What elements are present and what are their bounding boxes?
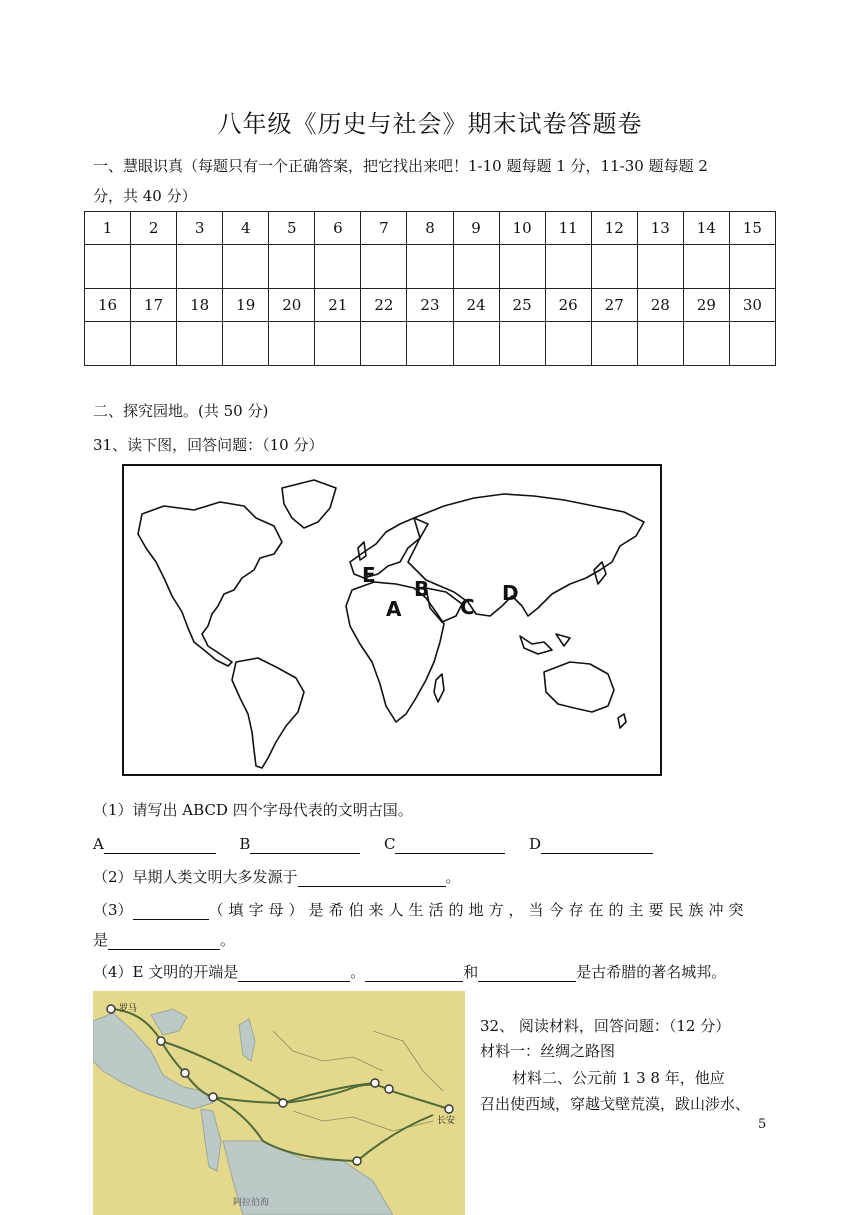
q31-sub4-blank-start[interactable] (238, 965, 350, 982)
answer-cell[interactable] (637, 245, 683, 289)
answer-blank-b[interactable] (250, 837, 360, 854)
answer-number-row-1 (85, 212, 776, 245)
answer-cell[interactable] (591, 245, 637, 289)
question-number-cell: 29 (683, 289, 729, 322)
answer-cell[interactable] (499, 322, 545, 366)
answer-blank-d[interactable] (541, 837, 653, 854)
answer-cell[interactable] (545, 245, 591, 289)
answer-cell[interactable] (223, 322, 269, 366)
q31-sub3-line2-prefix: 是 (93, 931, 109, 949)
question-number-cell: 18 (177, 289, 223, 322)
answer-cell[interactable] (315, 245, 361, 289)
answer-blank-row-2 (85, 322, 776, 366)
question-number-cell: 20 (269, 289, 315, 322)
answer-cell[interactable] (683, 322, 729, 366)
q31-sub2-blank[interactable] (298, 870, 446, 887)
answer-cell[interactable] (177, 322, 223, 366)
q31-sub4-mid1: 。 (350, 963, 366, 981)
question-number-cell: 3 (177, 212, 223, 245)
answer-cell[interactable] (315, 322, 361, 366)
question-number-cell: 24 (453, 289, 499, 322)
answer-cell[interactable] (453, 322, 499, 366)
q31-sub4 (93, 962, 726, 982)
answer-label-c: C (384, 835, 396, 853)
q31-sub2-suffix: 。 (445, 868, 461, 886)
question-number-cell: 21 (315, 289, 361, 322)
question-number-cell: 19 (223, 289, 269, 322)
answer-blank-c[interactable] (395, 837, 505, 854)
q31-sub4-suffix: 是古希腊的著名城邦。 (576, 963, 727, 981)
page-number: 5 (758, 1117, 767, 1132)
page-title: 八年级《历史与社会》期末试卷答题卷 (217, 110, 643, 138)
answer-cell[interactable] (729, 322, 775, 366)
question-number-cell: 7 (361, 212, 407, 245)
answer-cell[interactable] (407, 245, 453, 289)
question-number-cell: 6 (315, 212, 361, 245)
question-number-cell: 26 (545, 289, 591, 322)
silk-road-map-graphic (93, 991, 465, 1215)
question-number-cell: 8 (407, 212, 453, 245)
question-number-cell: 13 (637, 212, 683, 245)
answer-cell[interactable] (683, 245, 729, 289)
answer-cell[interactable] (269, 245, 315, 289)
question-number-cell: 11 (545, 212, 591, 245)
map-label-c: C (460, 595, 475, 619)
answer-blank-row-1 (85, 245, 776, 289)
answer-number-row-2 (85, 289, 776, 322)
answer-cell[interactable] (407, 322, 453, 366)
q31-sub2 (93, 867, 461, 887)
q31-sub3-prefix: （3） (93, 901, 133, 919)
map-label-d: D (502, 581, 519, 605)
q31-sub3-blank-letter[interactable] (133, 903, 209, 920)
answer-label-b: B (239, 835, 251, 853)
question-number-cell: 15 (729, 212, 775, 245)
q31-sub3-text: （填字母）是希伯来人生活的地方，当今存在的主要民族冲突 (208, 901, 749, 919)
question-number-cell: 1 (85, 212, 131, 245)
answer-label-a: A (93, 835, 104, 853)
q31-sub3 (93, 900, 776, 920)
answer-cell[interactable] (361, 245, 407, 289)
silk-road-label-changan: 长安 (437, 1116, 456, 1126)
answer-cell[interactable] (637, 322, 683, 366)
world-map-outline (124, 466, 660, 774)
question-number-cell: 10 (499, 212, 545, 245)
section2-heading: 二、探究园地。(共 50 分) (93, 402, 269, 420)
answer-cell[interactable] (131, 245, 177, 289)
q31-sub4-blank-city1[interactable] (365, 965, 463, 982)
question-number-cell: 2 (131, 212, 177, 245)
answer-cell[interactable] (499, 245, 545, 289)
question-number-cell: 16 (85, 289, 131, 322)
q31-sub2-prefix: （2）早期人类文明大多发源于 (93, 868, 298, 886)
answer-blank-a[interactable] (104, 837, 216, 854)
answer-cell[interactable] (269, 322, 315, 366)
question-number-cell: 28 (637, 289, 683, 322)
q32-material1: 材料一：丝绸之路图 (480, 1042, 616, 1060)
answer-cell[interactable] (85, 245, 131, 289)
silk-road-label-rome: 罗马 (119, 1004, 138, 1014)
section1-intro-line2: 分，共 40 分） (93, 187, 197, 205)
answer-cell[interactable] (591, 322, 637, 366)
q31-sub1: （1）请写出 ABCD 四个字母代表的文明古国。 (93, 801, 413, 819)
q31-sub3-line2 (93, 930, 235, 950)
world-map (122, 464, 662, 776)
answer-label-d: D (529, 835, 542, 853)
question-number-cell: 25 (499, 289, 545, 322)
answer-table (84, 211, 776, 366)
question-number-cell: 5 (269, 212, 315, 245)
silk-road-label-arabian-sea: 阿拉伯海 (233, 1198, 270, 1208)
answer-cell[interactable] (545, 322, 591, 366)
answer-cell[interactable] (223, 245, 269, 289)
map-label-a: A (386, 597, 402, 621)
answer-cell[interactable] (177, 245, 223, 289)
answer-cell[interactable] (729, 245, 775, 289)
question-number-cell: 30 (729, 289, 775, 322)
q31-sub4-prefix: （4）E 文明的开端是 (93, 963, 239, 981)
section1-intro-line1: 一、慧眼识真（每题只有一个正确答案，把它找出来吧！1-10 题每题 1 分，11-30 题每题 2 (93, 157, 708, 175)
question-number-cell: 14 (683, 212, 729, 245)
silk-road-map (93, 991, 465, 1215)
q31-sub3-blank-conflict[interactable] (108, 933, 220, 950)
question-number-cell: 12 (591, 212, 637, 245)
question-number-cell: 9 (453, 212, 499, 245)
map-label-e: E (362, 563, 376, 587)
question-number-cell: 23 (407, 289, 453, 322)
answer-cell[interactable] (131, 322, 177, 366)
answer-cell[interactable] (453, 245, 499, 289)
q32-heading: 32、 阅读材料，回答问题：（12 分） (480, 1017, 731, 1035)
q32-material2-line2: 召出使西域，穿越戈壁荒漠，跋山涉水、 (480, 1095, 751, 1113)
q31-heading: 31、读下图，回答问题：（10 分） (93, 436, 324, 454)
q31-sub1-answers (93, 834, 653, 854)
question-number-cell: 27 (591, 289, 637, 322)
q31-sub4-blank-city2[interactable] (478, 965, 576, 982)
question-number-cell: 17 (131, 289, 177, 322)
question-number-cell: 22 (361, 289, 407, 322)
question-number-cell: 4 (223, 212, 269, 245)
answer-cell[interactable] (361, 322, 407, 366)
answer-cell[interactable] (85, 322, 131, 366)
map-label-b: B (414, 577, 430, 601)
q31-sub3-line2-suffix: 。 (220, 931, 236, 949)
q31-sub4-mid2: 和 (463, 963, 479, 981)
q32-material2-line1: 材料二、公元前 1 3 8 年，他应 (512, 1069, 725, 1087)
